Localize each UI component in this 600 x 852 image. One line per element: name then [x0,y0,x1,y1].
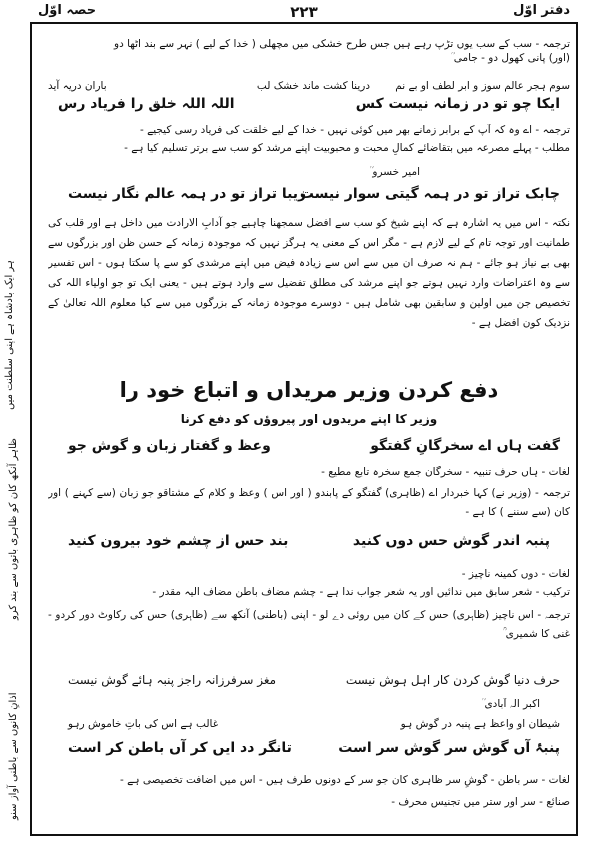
verse-line: حرف دنیا گوش کردن کار اہل ہوش نیست [345,673,560,687]
verse-line: چابک تراز تو در ہمہ گیتی سوار نیست [299,186,560,202]
verse-line: زیبا تراز تو در ہمہ عالم نگار نیست [68,186,307,202]
page-header [30,1,578,23]
rhetoric-line: صنائع - سر اور ستر میں تجنیس محرف - [391,796,570,808]
vocabulary-line: لغات - سر باطن - گوشِ سر ظاہری کان جو سر کے دونوں طرف ہیں - اس میں اضافت تخصیصی ہے - [120,774,570,786]
poet-name: امیر خسرو ؒ [369,166,420,178]
verse-small: غالب ہے اس کی باتِ خاموش رہو [68,718,219,730]
section-title: دفع کردن وزیر مریداں و اتباع خود را [119,378,499,402]
verse-line: پنبہ اندر گوش حس دوں کنید [352,533,550,549]
translation-line: ترجمہ - سب کے سب یوں تڑپ رہے ہیں جس طرح خشکی میں مچھلی ( خدا کے لیے ) نہر سے بند اٹھا دو [114,38,570,50]
verse-small: شیطان او واعظ ہے پنبہ در گوش ہو [400,718,560,730]
volume-label: دفتر اوّل [513,3,570,18]
margin-note-2: ظاہر آنکھ کان کو ظاہری باتوں سے بند کرو [8,437,19,620]
verse-small: سوم ہجر عالم سوز و ابر لطف او بے نم [395,80,570,92]
explanation-line: مطلب - پہلے مصرعہ میں بتقاضائے کمالِ محبت و محبوبیت اپنے مرشد کو سب سے برتر تسلیم کیا ہے - [124,142,570,154]
verse-small: باران دریہ آید [48,80,107,92]
note-paragraph: نکتہ - اس میں یہ اشارہ ہے کہ اپنے شیخ کو سب سے افضل سمجھنا چاہیے جو آدابِ الارادت میں داخل ہے اور قلب کی طمانیت اور توجہ تام کے لیے لازم ہے - مگر اس کے معنی یہ ہرگز نہیں کہ موجودہ زمانہ کے حسن ظن اور بزرگوں سے بھی بے نیاز ہو جائے - ہم نہ صرف ان میں سے اس سے زیادہ فیض میں اپنے مرشدی کو سے پا سکتا ہوں - اس تفسیر سے وہ اعتراضات وارد نہیں ہوتے جو اپنے مرشد کی مطلق تفضیل سے وارد ہوتے ہیں - یعنی ایک تو جو اولیاء اللہ کی تخصیص جن میں اولین و سابقین بھی شامل ہیں - دوسرے موجودہ زمانہ کے بزرگوں میں سے کیا معلوم اللہ تعالیٰ کے نزدیک کون افضل ہے - [48,217,570,329]
verse-line: پنبۂ آں گوش سر گوش سر است [338,740,560,756]
page-body [48,28,570,828]
translation-paragraph: ترجمہ - (وزیر نے) کہا خبردار اے (ظاہری) گفتگو کے پابندو ( اور اس ) وعظ و کلام کے مشتاقو جو زبان (سے کہنے ) اور کان (سے سننے ) کا ہے - [48,487,570,518]
verse-line: گفت ہاں اے سخرگانِ گفتگو [370,438,560,454]
margin-note-1: ہر ایک بادشاہ ہے اپنی سلطنت میں [4,260,15,410]
translation-paragraph: ترجمہ - اس ناچیز (ظاہری) حس کے کان میں روئی دے لو - اپنی (باطنی) آنکھ سے (ظاہری) حس کی رکاوٹ دور کردو - غنی کا شمیری ؒ [48,609,570,640]
part-label: حصہ اوّل [38,3,97,18]
verse-line: ایکا چو تو در زمانہ نیست کس [355,96,560,112]
translation-line: (اور) پانی کھول دو - جامی ؒ [451,52,570,64]
vocabulary-line: لغات - دوں کمینہ ناچیز - [461,568,570,580]
grammar-line: ترکیب - شعر سابق میں ندائیں اور یہ شعر جواب ندا ہے - چشم مضاف باطن مضاف الیہ مقدر - [152,586,570,598]
verse-line: تانگر دد ایں کر آں باطن کر است [68,740,292,756]
poet-name: اکبر الہ آبادی ؒ [481,698,540,710]
section-subtitle: وزیر کا اپنے مریدوں اور پیروؤں کو دفع کرنا [180,412,438,426]
verse-line: اللہ اللہ خلق را فریاد رس [58,96,235,112]
vocabulary-line: لغات - ہاں حرف تنبیہ - سخرگان جمع سخرہ تابع مطیع - [321,466,570,478]
verse-line: مغز سرفرزانہ راجز پنبہ ہائے گوش نیست [68,673,277,687]
margin-note-3: اذانِ کانوں سے باطنی آواز سنو [8,692,19,820]
page-number: ۲۲۳ [290,3,318,21]
translation-line: ترجمہ - اے وہ کہ آپ کے برابر زمانے بھر میں کوئی نہیں - خدا کے لیے خلقت کی فریاد رسی کیجیے - [139,124,570,136]
verse-line: بند حس از چشم خود بیرون کنید [68,533,289,549]
verse-line: وعظ و گفتار زبان و گوش جو [68,438,271,454]
verse-small: درینا کشت ماند خشک لب [256,80,370,92]
